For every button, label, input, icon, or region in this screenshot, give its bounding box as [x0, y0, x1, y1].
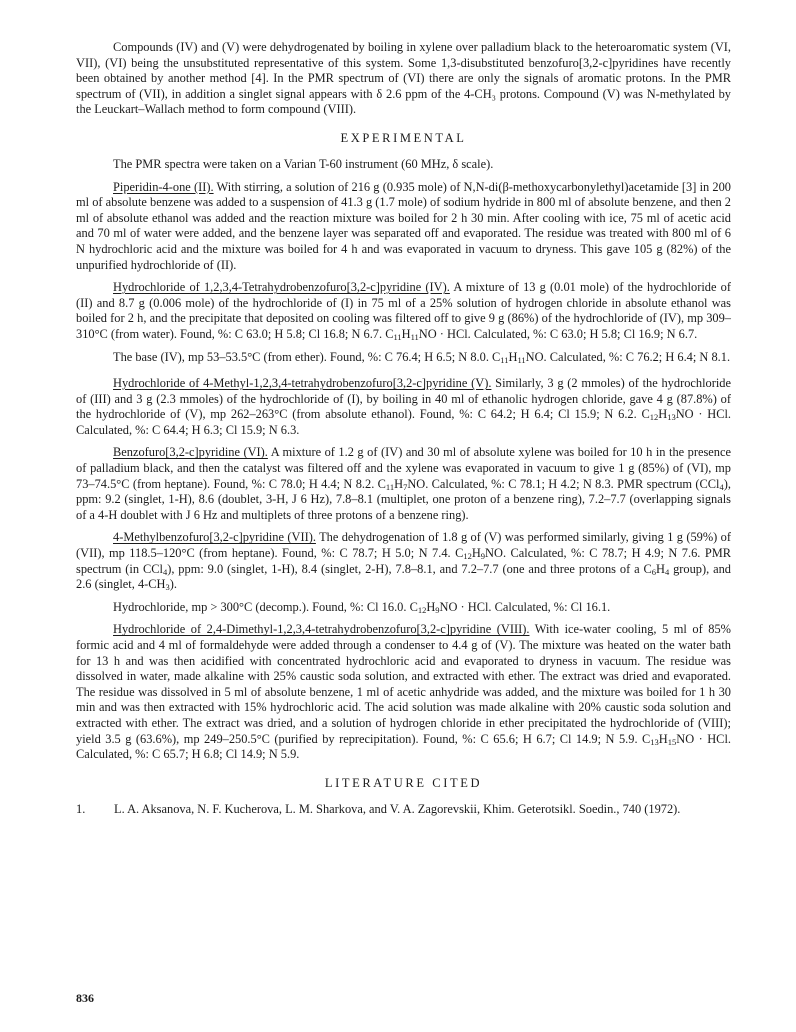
formula-sub: 11 [410, 331, 419, 342]
formula-sub: 11 [517, 354, 526, 365]
formula-sub: 12 [417, 604, 427, 615]
formula-end: NO. [525, 349, 547, 364]
paragraph-text: Calculated, %: C 78.7; H 4.9; N 7.6. PMR spectrum (in CCl [76, 546, 731, 576]
pmr-note: The PMR spectra were taken on a Varian T-60 instrument (60 MHz, δ scale). [113, 156, 494, 171]
paragraph-text: A mixture of 1.2 g of (IV) and 30 ml of absolute xylene was boiled for 10 h in the presence of palladium black, and then the catalyst was filtered off and the xylene was evaporated in vacuum to give 1 g (85%) of (VI), mp 73–74.5°C (from heptane). Found, %: C 78.0; H 4.4; N 8.2. [76, 445, 731, 491]
formula-end: NO · HCl. [439, 599, 492, 614]
formula-sub: 7 [403, 481, 408, 492]
paragraph-text: Calculated, %: C 78.1; H 4.2; N 8.3. PMR spectrum (CCl [428, 476, 720, 491]
paragraph-hydrochloride-vii [76, 600, 731, 616]
paragraph-text: ), ppm: 9.0 (singlet, 1-H), 8.4 (singlet, 2-H), 7.8–8.1, and 7.2–7.7 (one and three protons of a C [167, 561, 652, 576]
literature-heading: LITERATURE CITED [324, 775, 483, 790]
paragraph-text: Calculated, %: C 64.4; H 6.3; Cl 15.9; N 6.3. [76, 422, 300, 437]
paragraph-text: The base (IV), mp 53–53.5°C (from ether). Found, %: C 76.4; H 6.5; N 8.0. [113, 349, 493, 364]
formula-h: H [471, 546, 481, 561]
paragraph-text: With ice-water cooling, 5 ml of 85% formic acid and 4 ml of formaldehyde were added through a condenser to 4.4 g of (V). The mixture was heated on the water bath for 13 h and was then acidified with concentrated hydrochloric acid and evaporated to dryness in vacuum. The residue was dissolved in water, made alkaline with 25% caustic soda solution, and extracted with ether. The extract was dried and evaporated. The residue was dissolved in 5 ml of absolute benzene, 1 ml of acetic anhydride was added, and the mixture was boiled for 1 h 30 min and was then extracted with 15% hydrochloric acid. The acid solution was made alkaline with 20% caustic soda solution and extracted with ether. The extract was dried, and a solution of hydrogen chloride in ether precipitated the hydrochloride of (VIII); yield 3.5 g (63.6%), mp 249–250.5°C (purified by reprecipitation). Found, %: C 65.6; H 6.7; Cl 14.9; N 5.9. [76, 622, 731, 746]
paragraph-compound-vi [76, 445, 731, 523]
formula-c: C [492, 349, 501, 364]
paragraph-text: Calculated, %: C 65.7; H 6.8; Cl 14.9; N 5.9. [76, 747, 300, 762]
formula-sub: 9 [435, 604, 440, 615]
formula-c: C [641, 407, 650, 422]
formula-sub: 3 [165, 582, 170, 593]
compound-title-ii: Piperidin-4-one (II). [113, 179, 214, 194]
formula-h: H [394, 476, 404, 491]
formula-h: H [508, 349, 518, 364]
formula-sub: 11 [393, 331, 402, 342]
formula-sub: 6 [651, 566, 656, 577]
reference-item [76, 802, 731, 818]
formula-h: H [426, 599, 436, 614]
formula-sub: 9 [480, 551, 486, 562]
paragraph-text: Calculated, %: Cl 16.1. [491, 599, 611, 614]
formula-sub: 13 [650, 736, 659, 747]
paragraph-base-iv [76, 350, 731, 366]
paragraph-text: Calculated, %: C 76.2; H 6.4; N 8.1. [546, 349, 731, 364]
formula-c: C [642, 731, 651, 746]
paragraph-compound-v [76, 376, 731, 438]
formula-sub: 13 [667, 412, 676, 423]
formula-end: NO · HCl. [418, 326, 471, 341]
formula-sub: 11 [385, 481, 395, 492]
paragraph-compound-iv [76, 280, 731, 342]
paragraph-text: Calculated, %: C 63.0; H 5.8; Cl 16.9; N 6.7. [470, 326, 698, 341]
paragraph-compound-viii [76, 622, 731, 762]
formula-c: C [455, 546, 464, 561]
compound-title-vii: 4-Methylbenzofuro[3,2-c]pyridine (VII). [113, 530, 316, 545]
paragraph-text: With stirring, a solution of 216 g (0.935 mole) of N,N-di(β-methoxycarbonylethyl)acetamide [3] in 200 ml of absolute benzene was added to a suspension of 41.3 g (1.7 mole) of sodium hydride in 800 ml of absolute benzene, and then 2 ml of absolute ethanol was added and the reaction mixture was boiled for 2 h 30 min. After cooling with ice, 75 ml of acetic acid and 70 ml of water were added, and the benzene layer was separated off and evaporated. The residue was treated with 800 ml of 6 N hydrochloric acid and the mixture was boiled for 4 h and was evaporated in vacuum to dryness. This gave 105 g (82%) of the unpurified hydrochloride of (II). [76, 179, 731, 272]
formula-sub: 4 [664, 566, 670, 577]
page-number: 836 [76, 991, 94, 1005]
intro-paragraph: Compounds (IV) and (V) were dehydrogenated by boiling in xylene over palladium black to the heteroaromatic system (VI, VII), (VI) being the unsubstituted representative of this system. Some 1,3-disubstituted benzofuro[3,2-c]pyridines have recently been obtained by another method [4]. In the PMR spectrum of (VI) there are only the signals of aromatic protons. In the PMR spectrum of (VII), in addition a singlet signal appears with δ 2.6 ppm of the 4-CH₃ protons. Compound (V) was N-methylated by the Leuckart–Wallach method to form compound (VIII). [76, 40, 731, 117]
formula-end: NO · HCl. [676, 731, 731, 746]
paragraph-piperidinone [76, 180, 731, 274]
formula-end: NO · HCl. [675, 407, 731, 422]
formula-sub: 11 [500, 354, 509, 365]
formula-sub: 12 [463, 551, 472, 562]
formula-c: C [377, 476, 386, 491]
compound-title-v: Hydrochloride of 4-Methyl-1,2,3,4-tetrahydrobenzofuro[3,2-c]pyridine (V). [113, 376, 492, 391]
formula-c: C [385, 326, 394, 341]
experimental-heading: EXPERIMENTAL [340, 130, 467, 145]
paragraph-text: A mixture of 13 g (0.01 mole) of the hydrochloride of (II) and 8.7 g (0.006 mole) of the hydrochloride of (I) in 75 ml of a 25% solution of hydrogen chloride in absolute ethanol was boiled for 2 h, and the precipitate that deposited on cooling was filtered off to give 9 g (86%) of the hydrochloride of (IV), mp 309–310°C (from water). Found, %: C 63.0; H 5.8; Cl 16.8; N 6.7. [76, 280, 731, 341]
formula-sub: 12 [649, 412, 659, 423]
formula-h: H [658, 731, 668, 746]
formula-sub: 15 [667, 736, 677, 747]
compound-title-vi: Benzofuro[3,2-c]pyridine (VI). [113, 445, 268, 460]
formula-h: H [656, 561, 665, 576]
compound-title-viii: Hydrochloride of 2,4-Dimethyl-1,2,3,4-tetrahydrobenzofuro[3,2-c]pyridine (VIII). [113, 622, 530, 637]
formula-h: H [658, 407, 668, 422]
page-body [76, 40, 731, 817]
reference-number: 1. [76, 801, 86, 816]
paragraph-text: Similarly, 3 g (2 mmoles) of the hydrochloride of (III) and 3 g (2.3 mmoles) of the hydrochloride of (I), by boiling in 40 ml of ethanolic hydrogen chloride, gave 4 g (87.8%) of the hydrochloride of (V), mp 262–263°C (from absolute ethanol). Found, %: C 64.2; H 6.4; Cl 15.9; N 6.2. [76, 376, 731, 422]
paragraph-text: ). [169, 577, 177, 592]
compound-title-iv: Hydrochloride of 1,2,3,4-Tetrahydrobenzofuro[3,2-c]pyridine (IV). [113, 280, 450, 295]
paragraph-text: The dehydrogenation of 1.8 g of (V) was performed similarly, giving 1 g (59%) of (VII), mp 118.5–120°C (from heptane). Found, %: C 78.7; H 5.0; N 7.4. [76, 530, 731, 561]
paragraph-text: ), ppm: 9.2 (singlet, 1-H), 8.6 (doublet, 3-H, J 6 Hz), 7.8–8.1 (multiplet, one proton of a benzene ring), 7.2–7.7 (overlapping signals of a 4-H doublet with J 6 Hz and multiplets of three protons of a benzene ring). [76, 476, 731, 522]
formula-sub: 4 [162, 566, 168, 577]
formula-end: NO. [485, 546, 507, 561]
formula-sub: 4 [719, 481, 724, 492]
paragraph-compound-vii [76, 530, 731, 592]
formula-c: C [409, 599, 418, 614]
formula-h: H [401, 326, 411, 341]
formula-end: NO. [407, 476, 429, 491]
paragraph-text: Hydrochloride, mp > 300°C (decomp.). Found, %: Cl 16.0. [113, 599, 410, 614]
paragraph-text: group), and 2.6 (singlet, 4-CH [76, 561, 732, 592]
reference-text: L. A. Aksanova, N. F. Kucherova, L. M. Sharkova, and V. A. Zagorevskii, Khim. Geterotsikl. Soedin., 740 (1972). [114, 801, 681, 816]
